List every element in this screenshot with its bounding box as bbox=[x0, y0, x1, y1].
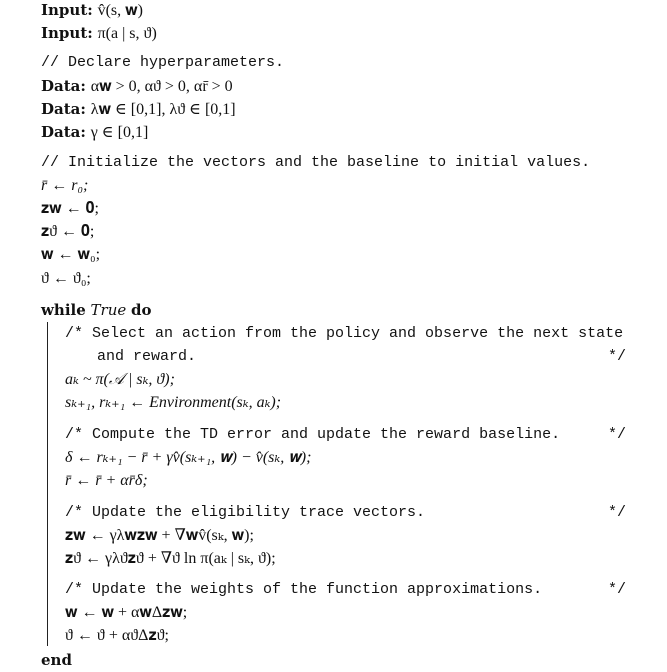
stmt-update-theta: ϑ ← ϑ + αϑΔ𝐳ϑ; bbox=[65, 627, 169, 644]
loop-body-bar bbox=[47, 322, 48, 646]
data-line-step-sizes bbox=[41, 76, 233, 97]
comment-initialize: // Initialize the vectors and the baseline to initial values. bbox=[41, 154, 591, 171]
stmt-sample-action: aₖ ~ π(𝒜 | sₖ, ϑ); bbox=[65, 371, 175, 388]
input-expr: v̂(s, 𝐰) bbox=[97, 2, 143, 19]
while-keyword: while bbox=[41, 301, 86, 319]
comment-select-action-cont: and reward. bbox=[97, 348, 197, 365]
data-line-discount bbox=[41, 122, 148, 143]
data-expr: γ ∈ [0,1] bbox=[90, 124, 149, 141]
comment-end: */ bbox=[608, 504, 627, 521]
while-header bbox=[41, 300, 152, 320]
comment-end: */ bbox=[608, 426, 627, 443]
data-expr: λ𝐰 ∈ [0,1], λϑ ∈ [0,1] bbox=[90, 101, 236, 118]
stmt-environment-step: sₖ₊₁, rₖ₊₁ ← Environment(sₖ, aₖ); bbox=[65, 394, 282, 411]
while-condition: True bbox=[90, 301, 127, 319]
init-baseline: r̄ ← r₀; bbox=[41, 177, 89, 194]
init-weights-theta: ϑ ← ϑ₀; bbox=[41, 270, 91, 287]
comment-declare-hyperparameters: // Declare hyperparameters. bbox=[41, 54, 285, 71]
data-expr: α𝐰 > 0, αϑ > 0, αr̄ > 0 bbox=[90, 78, 233, 95]
comment-update-weights: /* Update the weights of the function approximations. bbox=[65, 581, 543, 598]
input-line-policy bbox=[41, 23, 157, 44]
input-expr: π(a | s, ϑ) bbox=[97, 25, 157, 42]
do-keyword: do bbox=[131, 301, 152, 319]
init-trace-theta: 𝐳ϑ ← 𝟎; bbox=[41, 223, 95, 240]
end-keyword: end bbox=[41, 651, 72, 669]
stmt-trace-w: 𝐳𝐰 ← γλ𝐰𝐳𝐰 + ∇𝐰v̂(sₖ, 𝐰); bbox=[65, 527, 254, 544]
stmt-update-baseline: r̄ ← r̄ + αr̄δ; bbox=[65, 472, 148, 489]
data-keyword: Data: bbox=[41, 100, 86, 118]
data-line-trace-decay bbox=[41, 99, 236, 120]
comment-td-error: /* Compute the TD error and update the reward baseline. bbox=[65, 426, 561, 443]
stmt-update-w: 𝐰 ← 𝐰 + α𝐰Δ𝐳𝐰; bbox=[65, 604, 188, 621]
comment-end: */ bbox=[608, 348, 627, 365]
input-keyword: Input: bbox=[41, 24, 93, 42]
stmt-td-error: δ ← rₖ₊₁ − r̄ + γv̂(sₖ₊₁, 𝐰) − v̂(sₖ, 𝐰); bbox=[65, 449, 312, 466]
comment-end: */ bbox=[608, 581, 627, 598]
input-keyword: Input: bbox=[41, 1, 93, 19]
input-line-value-function bbox=[41, 0, 143, 21]
comment-select-action: /* Select an action from the policy and observe the next state bbox=[65, 325, 624, 342]
stmt-trace-theta: 𝐳ϑ ← γλϑ𝐳ϑ + ∇ϑ ln π(aₖ | sₖ, ϑ); bbox=[65, 550, 276, 567]
data-keyword: Data: bbox=[41, 123, 86, 141]
init-weights-w: 𝐰 ← 𝐰₀; bbox=[41, 246, 101, 263]
init-trace-w: 𝐳𝐰 ← 𝟎; bbox=[41, 200, 99, 217]
data-keyword: Data: bbox=[41, 77, 86, 95]
comment-eligibility-traces: /* Update the eligibility trace vectors. bbox=[65, 504, 426, 521]
